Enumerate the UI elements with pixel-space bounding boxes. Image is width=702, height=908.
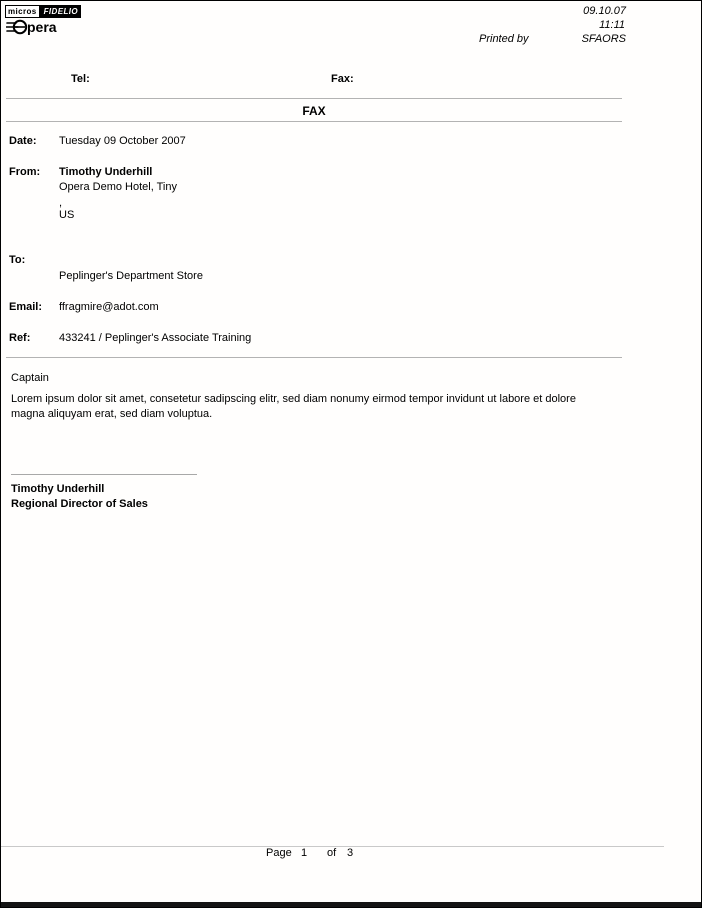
page-label: Page bbox=[266, 847, 292, 859]
from-address-line: Opera Demo Hotel, Tiny bbox=[59, 181, 177, 193]
signature-name: Timothy Underhill bbox=[11, 483, 105, 495]
print-date: 09.10.07 bbox=[583, 5, 626, 17]
tel-label: Tel: bbox=[71, 73, 90, 85]
micros-logo-text: micros bbox=[5, 5, 40, 18]
window-bottom-edge bbox=[1, 902, 701, 907]
divider-under-title bbox=[6, 121, 622, 122]
divider-top bbox=[6, 98, 622, 99]
opera-logo bbox=[6, 17, 62, 42]
document-title: FAX bbox=[302, 104, 326, 118]
from-name: Timothy Underhill bbox=[59, 166, 153, 178]
opera-logo-suffix-text: pera bbox=[27, 19, 57, 35]
signature-rule bbox=[11, 474, 197, 475]
from-country-line: US bbox=[59, 209, 75, 221]
date-value: Tuesday 09 October 2007 bbox=[59, 135, 186, 147]
printed-by-value: SFAORS bbox=[581, 33, 626, 45]
salutation: Captain bbox=[11, 372, 49, 384]
body-paragraph: Lorem ipsum dolor sit amet, consetetur sadipscing elitr, sed diam nonumy eirmod tempor invidunt ut labore et dolore magna aliquyam erat, sed diam voluptua. bbox=[11, 393, 576, 420]
opera-swoosh-icon bbox=[6, 17, 62, 39]
print-time: 11:11 bbox=[599, 19, 625, 31]
page-total: 3 bbox=[347, 847, 354, 859]
signature-title: Regional Director of Sales bbox=[11, 498, 148, 510]
from-label: From: bbox=[9, 166, 41, 178]
date-label: Date: bbox=[9, 135, 37, 147]
ref-value: 433241 / Peplinger's Associate Training bbox=[59, 332, 252, 344]
fidelio-logo-text: FIDELIO bbox=[40, 5, 81, 18]
divider-above-body bbox=[6, 357, 622, 358]
page-number: 1 bbox=[301, 847, 308, 859]
printed-by-label: Printed by bbox=[479, 33, 529, 45]
to-value: Peplinger's Department Store bbox=[59, 270, 203, 282]
email-label: Email: bbox=[9, 301, 43, 313]
email-value: ffragmire@adot.com bbox=[59, 301, 159, 313]
from-city-line: , bbox=[59, 197, 63, 209]
page-of-label: of bbox=[327, 847, 337, 859]
fax-label: Fax: bbox=[331, 73, 354, 85]
to-label: To: bbox=[9, 254, 26, 266]
ref-label: Ref: bbox=[9, 332, 31, 344]
